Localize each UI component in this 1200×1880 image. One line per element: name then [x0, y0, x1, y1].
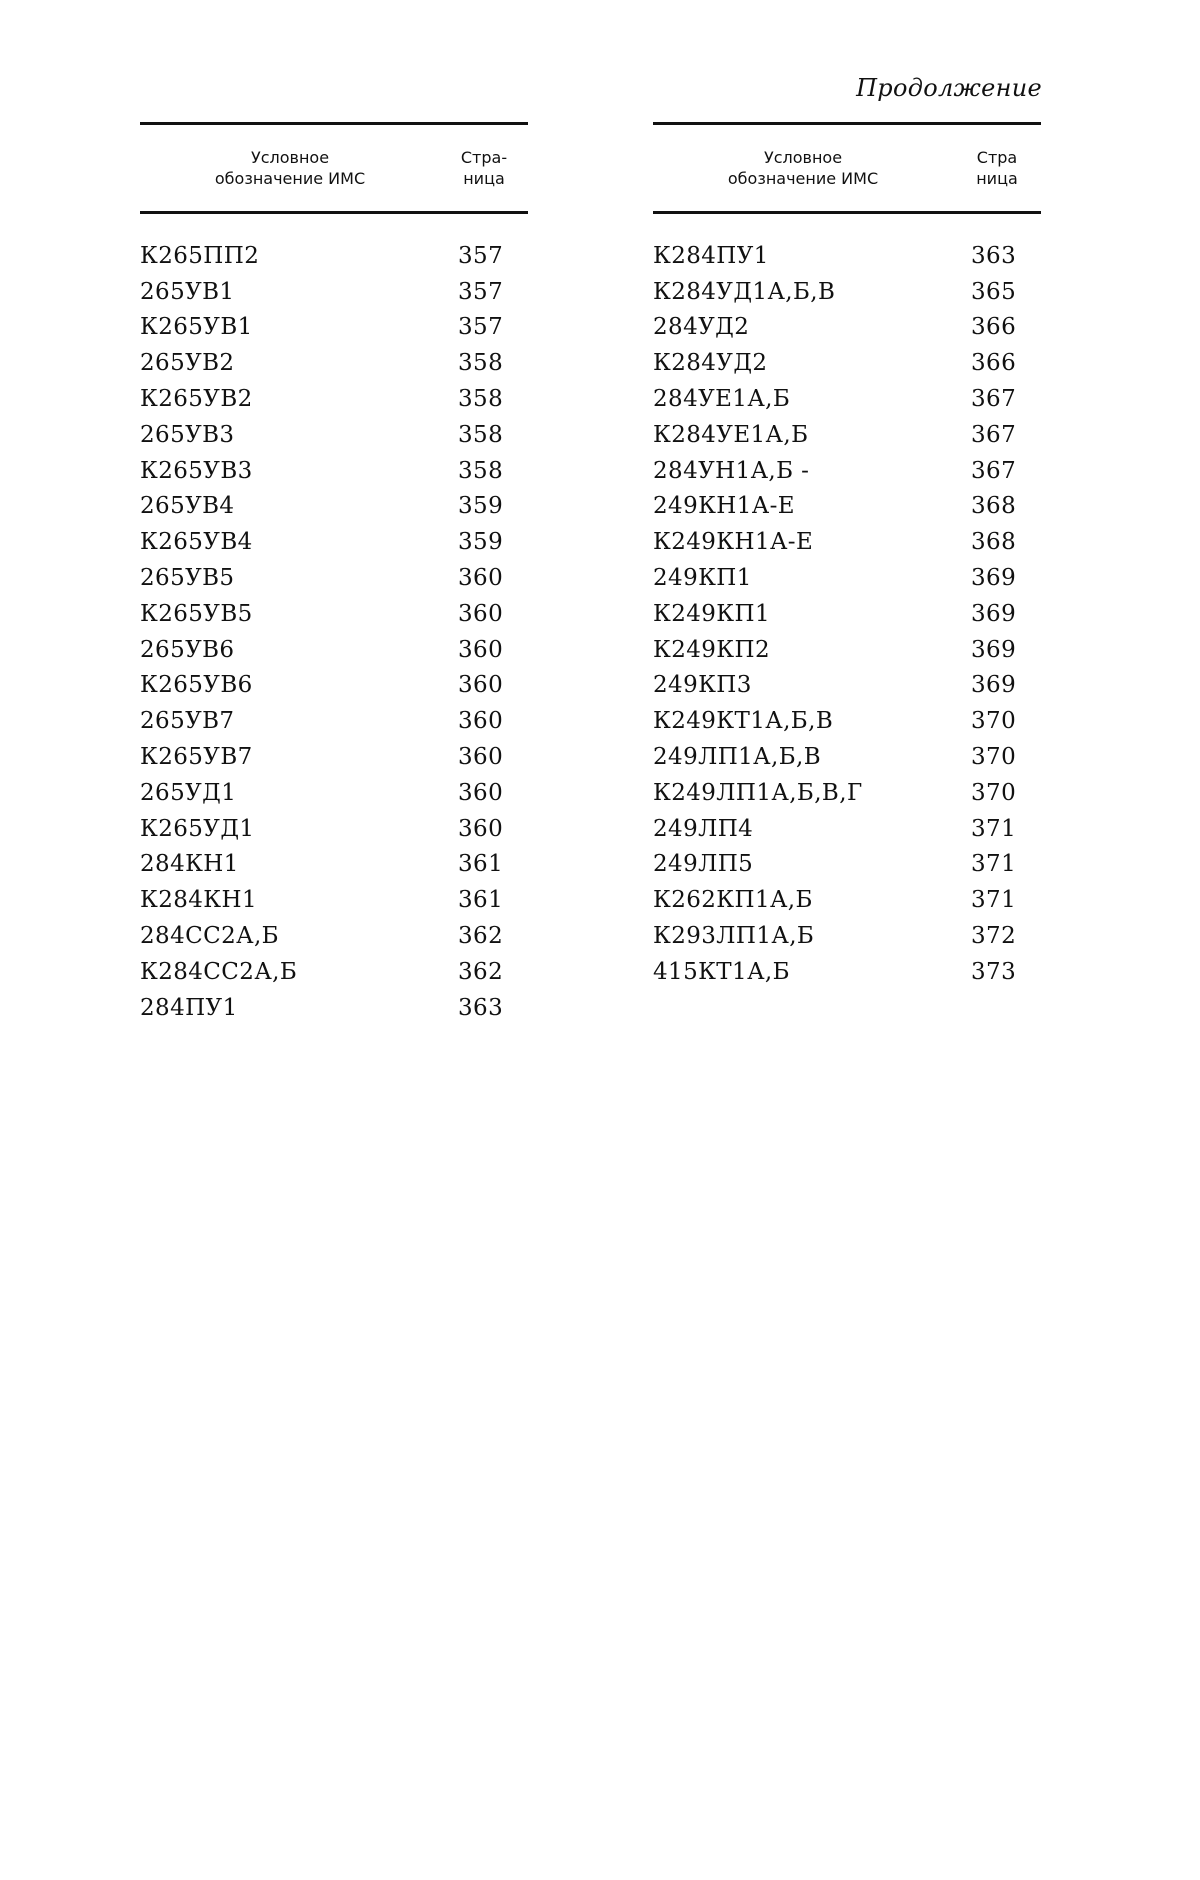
page-number: 360: [458, 779, 504, 806]
table-row: [140, 882, 528, 918]
page-number: 360: [458, 672, 504, 699]
page-number: 363: [971, 242, 1017, 269]
left-table-body: [140, 214, 528, 1026]
ic-designation: К265УД1: [140, 815, 255, 842]
ic-designation: К265УВ3: [140, 457, 253, 484]
page-number: 369: [971, 672, 1017, 699]
ic-designation: 249ЛП5: [653, 851, 754, 878]
table-row: [140, 310, 528, 346]
table-row: [140, 453, 528, 489]
page-number: 358: [458, 421, 504, 448]
page-number: 367: [971, 457, 1017, 484]
ic-designation: 284УЕ1А,Б: [653, 386, 791, 413]
page-number: 363: [458, 994, 504, 1021]
page-number: 368: [971, 529, 1017, 556]
ic-designation: 265УВ7: [140, 708, 235, 735]
ic-designation: К265УВ2: [140, 386, 253, 413]
table-row: [653, 882, 1041, 918]
page-number: 358: [458, 350, 504, 377]
ic-designation: 284УД2: [653, 314, 750, 341]
table-row: [653, 381, 1041, 417]
page-number: 370: [971, 708, 1017, 735]
ic-designation: 249КП3: [653, 672, 752, 699]
ic-designation: 265УВ1: [140, 278, 235, 305]
table-row: [140, 274, 528, 310]
page-number: 357: [458, 242, 504, 269]
table-row: [653, 560, 1041, 596]
page-number: 368: [971, 493, 1017, 520]
page-number: 359: [458, 529, 504, 556]
table-row: [140, 918, 528, 954]
table-row: [140, 847, 528, 883]
ic-designation: 284ПУ1: [140, 994, 238, 1021]
table-row: [653, 954, 1041, 990]
ic-designation: 265УВ2: [140, 350, 235, 377]
page-number: 371: [971, 815, 1017, 842]
page-number: 361: [458, 851, 504, 878]
right-table: [653, 122, 1041, 990]
table-row: [140, 489, 528, 525]
table-row: [653, 811, 1041, 847]
left-header-designation: Условное обозначение ИМС: [214, 148, 366, 188]
page-number: 369: [971, 636, 1017, 663]
table-row: [140, 668, 528, 704]
table-row: [140, 238, 528, 274]
ic-designation: 265УВ3: [140, 421, 235, 448]
table-row: [653, 417, 1041, 453]
table-row: [140, 381, 528, 417]
ic-designation: 415КТ1А,Б: [653, 958, 790, 985]
ic-designation: 265УВ4: [140, 493, 235, 520]
page-number: 360: [458, 708, 504, 735]
right-header-designation: Условное обозначение ИМС: [727, 148, 879, 188]
page-number: 367: [971, 386, 1017, 413]
ic-designation: 284КН1: [140, 851, 239, 878]
ic-designation: К265ПП2: [140, 242, 260, 269]
ic-designation: К293ЛП1А,Б: [653, 923, 815, 950]
table-row: [140, 596, 528, 632]
table-row: [653, 596, 1041, 632]
page-number: 370: [971, 779, 1017, 806]
table-row: [140, 524, 528, 560]
ic-designation: К265УВ6: [140, 672, 253, 699]
page-number: 361: [458, 887, 504, 914]
ic-designation: К249КП2: [653, 636, 770, 663]
page-number: 366: [971, 350, 1017, 377]
ic-designation: К249ЛП1А,Б,В,Г: [653, 779, 863, 806]
right-table-body: [653, 214, 1041, 990]
right-table-header: [653, 125, 1041, 211]
ic-designation: 249КН1А-Е: [653, 493, 795, 520]
left-table: [140, 122, 528, 1026]
page-number: 370: [971, 744, 1017, 771]
ic-designation: К284ПУ1: [653, 242, 769, 269]
table-row: [653, 668, 1041, 704]
table-row: [140, 954, 528, 990]
page-number: 373: [971, 958, 1017, 985]
ic-designation: 249КП1: [653, 565, 752, 592]
page-number: 366: [971, 314, 1017, 341]
table-row: [140, 703, 528, 739]
ic-designation: К249КТ1А,Б,В: [653, 708, 834, 735]
ic-designation: К265УВ7: [140, 744, 253, 771]
table-row: [653, 847, 1041, 883]
table-row: [653, 310, 1041, 346]
page-number: 357: [458, 314, 504, 341]
ic-designation: К265УВ5: [140, 600, 253, 627]
page-number: 371: [971, 887, 1017, 914]
table-row: [653, 918, 1041, 954]
page-number: 360: [458, 636, 504, 663]
page-number: 358: [458, 457, 504, 484]
ic-designation: К284УД1А,Б,В: [653, 278, 836, 305]
page-number: 369: [971, 600, 1017, 627]
continuation-label: Продолжение: [856, 74, 1042, 102]
ic-designation: 284УН1А,Б -: [653, 457, 810, 484]
table-row: [140, 632, 528, 668]
left-table-header: [140, 125, 528, 211]
table-row: [653, 632, 1041, 668]
table-row: [653, 775, 1041, 811]
ic-designation: К249КП1: [653, 600, 770, 627]
table-row: [653, 453, 1041, 489]
ic-designation: 265УВ5: [140, 565, 235, 592]
page-number: 360: [458, 600, 504, 627]
table-row: [140, 417, 528, 453]
page-number: 359: [458, 493, 504, 520]
ic-designation: К284КН1: [140, 887, 257, 914]
ic-designation: К284СС2А,Б: [140, 958, 298, 985]
ic-designation: 265УД1: [140, 779, 237, 806]
ic-designation: К265УВ1: [140, 314, 253, 341]
left-header-page: Стра- ница: [460, 148, 508, 188]
ic-designation: К284УЕ1А,Б: [653, 421, 809, 448]
table-row: [653, 238, 1041, 274]
page-number: 360: [458, 565, 504, 592]
table-row: [653, 274, 1041, 310]
table-row: [653, 345, 1041, 381]
ic-designation: К265УВ4: [140, 529, 253, 556]
table-row: [140, 775, 528, 811]
page-number: 371: [971, 851, 1017, 878]
ic-designation: К284УД2: [653, 350, 768, 377]
table-row: [140, 990, 528, 1026]
right-header-page: Стра ница: [976, 148, 1018, 188]
page-number: 367: [971, 421, 1017, 448]
table-row: [140, 811, 528, 847]
page-number: 365: [971, 278, 1017, 305]
ic-designation: К262КП1А,Б: [653, 887, 813, 914]
page-number: 369: [971, 565, 1017, 592]
table-row: [140, 560, 528, 596]
table-row: [653, 739, 1041, 775]
page-number: 372: [971, 923, 1017, 950]
table-row: [140, 345, 528, 381]
ic-designation: 249ЛП4: [653, 815, 754, 842]
page-number: 360: [458, 815, 504, 842]
table-row: [653, 703, 1041, 739]
page-number: 360: [458, 744, 504, 771]
ic-designation: 249ЛП1А,Б,В: [653, 744, 822, 771]
table-row: [653, 489, 1041, 525]
page-number: 362: [458, 958, 504, 985]
page-number: 362: [458, 923, 504, 950]
table-row: [140, 739, 528, 775]
table-row: [653, 524, 1041, 560]
page-number: 358: [458, 386, 504, 413]
page-number: 357: [458, 278, 504, 305]
ic-designation: 265УВ6: [140, 636, 235, 663]
ic-designation: К249КН1А-Е: [653, 529, 814, 556]
ic-designation: 284СС2А,Б: [140, 923, 279, 950]
